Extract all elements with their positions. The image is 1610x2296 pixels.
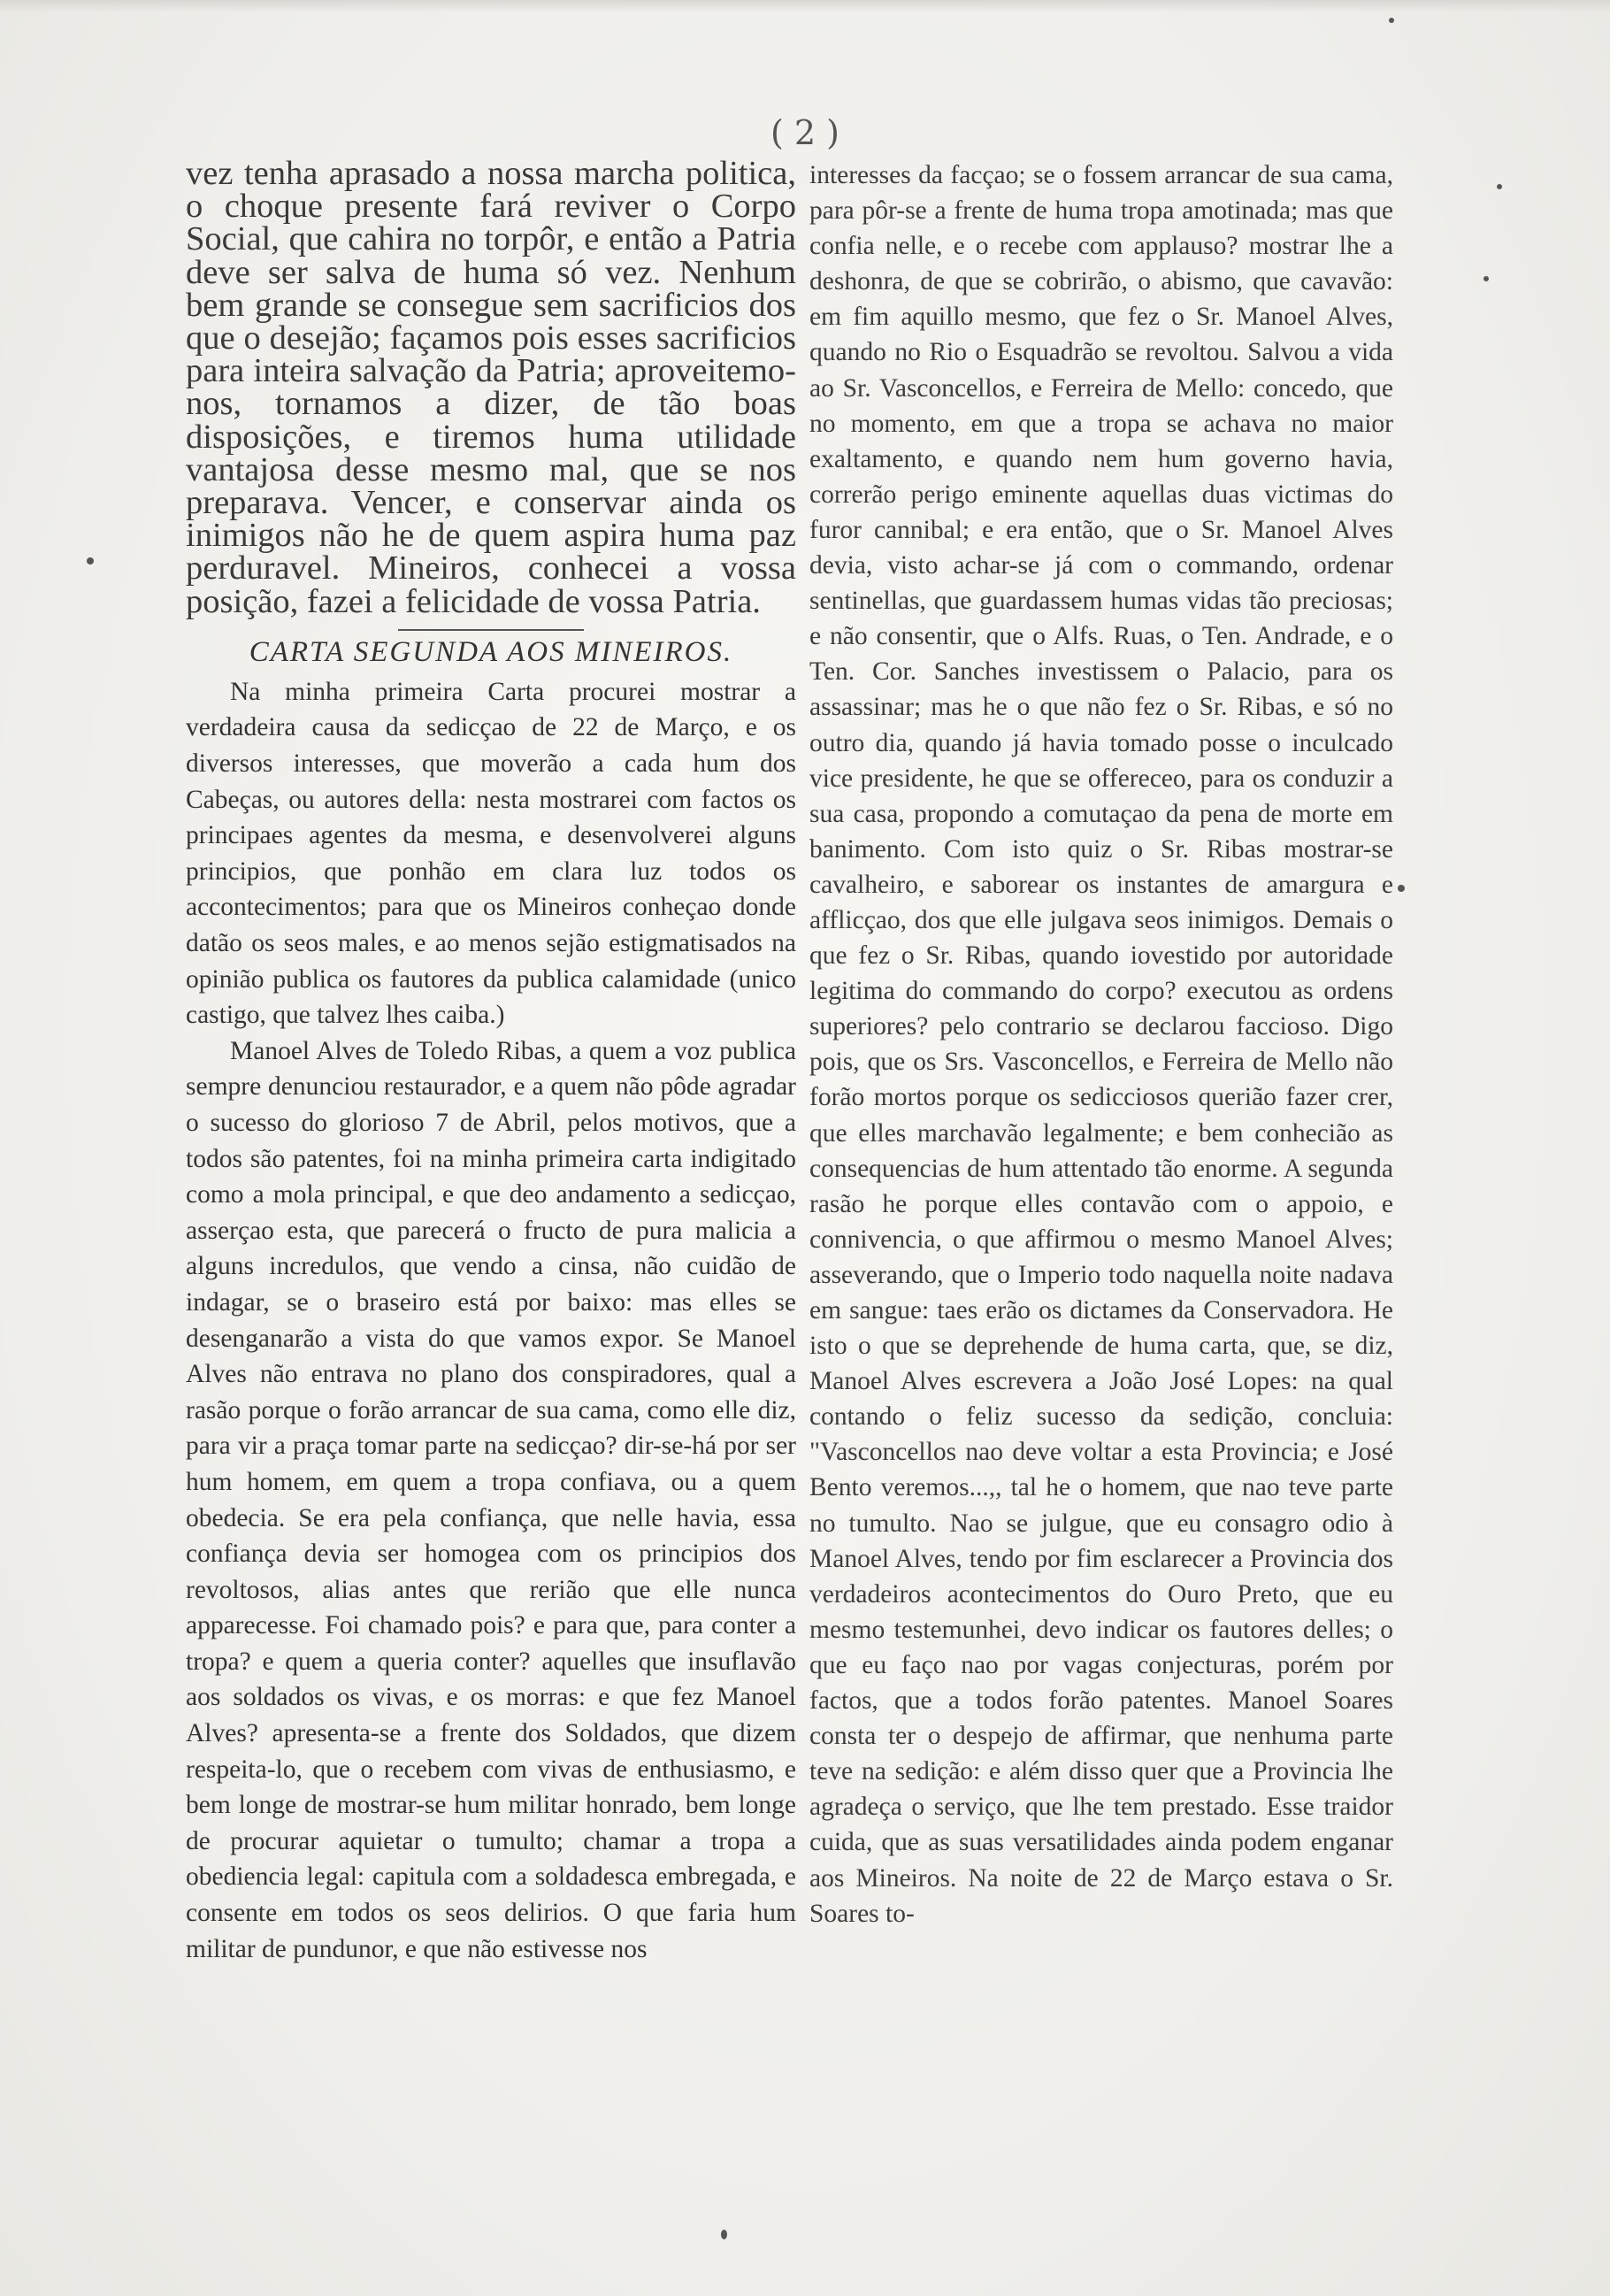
page-edge-shadow — [0, 0, 1610, 12]
section-heading: CARTA SEGUNDA AOS MINEIROS. — [249, 635, 733, 668]
ink-speck — [1484, 276, 1489, 281]
right-column — [809, 157, 1393, 1931]
page-number: ( 2 ) — [770, 113, 840, 152]
ink-speck — [1497, 184, 1502, 189]
left-paragraph-1: vez tenha aprasado a nossa marcha politica, o choque presente fará reviver o Corpo Social, que cahira no torpôr, e então a Patria deve ser salva de huma só vez. Nenhum bem grande se consegue sem sacrificios dos que o desejão; façamos pois esses sacrificios para inteira salvação da Patria; aproveitemo-nos, tornamos a dizer, de tão boas disposições, e tiremos huma utilidade vantajosa desse mesmo mal, que se nos preparava. Vencer, e conservar ainda os inimigos não he de quem aspira huma paz perduravel. Mineiros, conhecei a vossa posição, fazei a felicidade de vossa Patria. — [186, 155, 796, 620]
left-paragraph-2: Na minha primeira Carta procurei mostrar a verdadeira causa da sedicçao de 22 de Março, e os diversos interesses, que moverão a cada hum dos Cabeças, ou autores della: nesta mostrarei com factos os principaes agentes da mesma, e desenvolverei alguns principios, que ponhão em clara luz todos os accontecimentos; para que os Mineiros conheçao donde datão os seos males, e ao menos sejão estigmatisados na opinião publica os fautores da publica calamidade (unico castigo, que talvez lhes caiba.) — [186, 677, 796, 1030]
ink-speck — [1398, 885, 1405, 892]
ink-speck — [87, 557, 94, 564]
right-paragraph-1: interesses da facçao; se o fossem arrancar de sua cama, para pôr-se a frente de huma tropa amotinada; mas que confia nelle, e o recebe com applauso? mostrar lhe a deshonra, de que se cobrirão, o abismo, que cavavão: em fim aquillo mesmo, que fez o Sr. Manoel Alves, quando no Rio o Esquadrão se revoltou. Salvou a vida ao Sr. Vasconcellos, e Ferreira de Mello: concedo, que no momento, em que a tropa se achava no maior exaltamento, e quando nem hum governo havia, correrão perigo eminente aquellas duas victimas do furor cannibal; e era então, que o Sr. Manoel Alves devia, visto achar-se já com o commando, ordenar sentinellas, que guardassem humas vidas tão preciosas; e não consentir, que o Alfs. Ruas, o Ten. Andrade, e o Ten. Cor. Sanches investissem o Palacio, para os assassinar; mas he o que não fez o Sr. Ribas, e só no outro dia, quando já havia tomado posse o inculcado vice presidente, he que se offereceo, para os conduzir a sua casa, propondo a comutaçao da pena de morte em banimento. Com isto quiz o Sr. Ribas mostrar-se cavalheiro, e saborear os instantes de amargura e afflicçao, dos que elle julgava seos inimigos. Demais o que fez o Sr. Ribas, quando iovestido por autoridade legitima do commando do corpo? executou as ordens superiores? pelo contrario se declarou faccioso. Digo pois, que os Srs. Vasconcellos, e Ferreira de Mello não forão mortos porque os sedicciosos querião fazer crer, que elles marchavão legalmente; e bem conhecião as consequencias de hum attentado tão enorme. A segunda rasão he porque elles contavão com o appoio, e connivencia, o que affirmou o mesmo Manoel Alves; asseverando, que o Imperio todo naquella noite nadava em sangue: taes erão os dictames da Conservadora. He isto o que se deprehende de huma carta, que, se diz, Manoel Alves escrevera a João José Lopes: na qual contando o feliz sucesso da sedição, concluia: "Vasconcellos nao deve voltar a esta Provincia; e José Bento veremos...,, tal he o homem, que nao teve parte no tumulto. Nao se julgue, que eu consagro odio à Manoel Alves, tendo por fim esclarecer a Provincia dos verdadeiros acontecimentos do Ouro Preto, que eu mesmo testemunhei, devo indicar os fautores delles; o que eu faço nao por vagas conjecturas, porém por factos, que a todos forão patentes. Manoel Soares consta ter o despejo de affirmar, que nenhuma parte teve na sedição: e além disso quer que a Provincia lhe agradeça o serviço, que lhe tem prestado. Esse traidor cuida, que as suas versatilidades ainda podem enganar aos Mineiros. Na noite de 22 de Março estava o Sr. Soares to- — [809, 161, 1393, 1928]
section-divider — [398, 629, 584, 631]
ink-speck — [721, 2230, 727, 2239]
ink-speck — [1389, 18, 1394, 23]
left-paragraph-3: Manoel Alves de Toledo Ribas, a quem a voz publica sempre denunciou restaurador, e a quem não pôde agradar o sucesso do glorioso 7 de Abril, pelos motivos, que a todos são patentes, foi na minha primeira carta indigitado como a mola principal, e que deo andamento a sedicçao, asserçao esta, que parecerá o fructo de pura malicia a alguns incredulos, que vendo a cinsa, não cuidão de indagar, se o braseiro está por baixo: mas elles se desenganarão a vista do que vamos expor. Se Manoel Alves não entrava no plano dos conspiradores, qual a rasão porque o forão arrancar de sua cama, como elle diz, para vir a praça tomar parte na sedicçao? dir-se-há por ser hum homem, em quem a tropa confiava, ou a quem obedecia. Se era pela confiança, que nelle havia, essa confiança devia ser homogea com os principios dos revoltosos, alias antes que rerião que elle nunca apparecesse. Foi chamado pois? e para que, para conter a tropa? e quem a queria conter? aquelles que insuflavão aos soldados os vivas, e os morras: e que fez Manoel Alves? apresenta-se a frente dos Soldados, que dizem respeita-lo, que o recebem com vivas de enthusiasmo, e bem longe de mostrar-se hum militar honrado, bem longe de procurar aquietar o tumulto; chamar a tropa a obediencia legal: capitula com a soldadesca embregada, e consente em todos os seos delirios. O que faria hum militar de pundunor, e que não estivesse nos — [186, 1036, 796, 1963]
left-column — [186, 157, 796, 1967]
